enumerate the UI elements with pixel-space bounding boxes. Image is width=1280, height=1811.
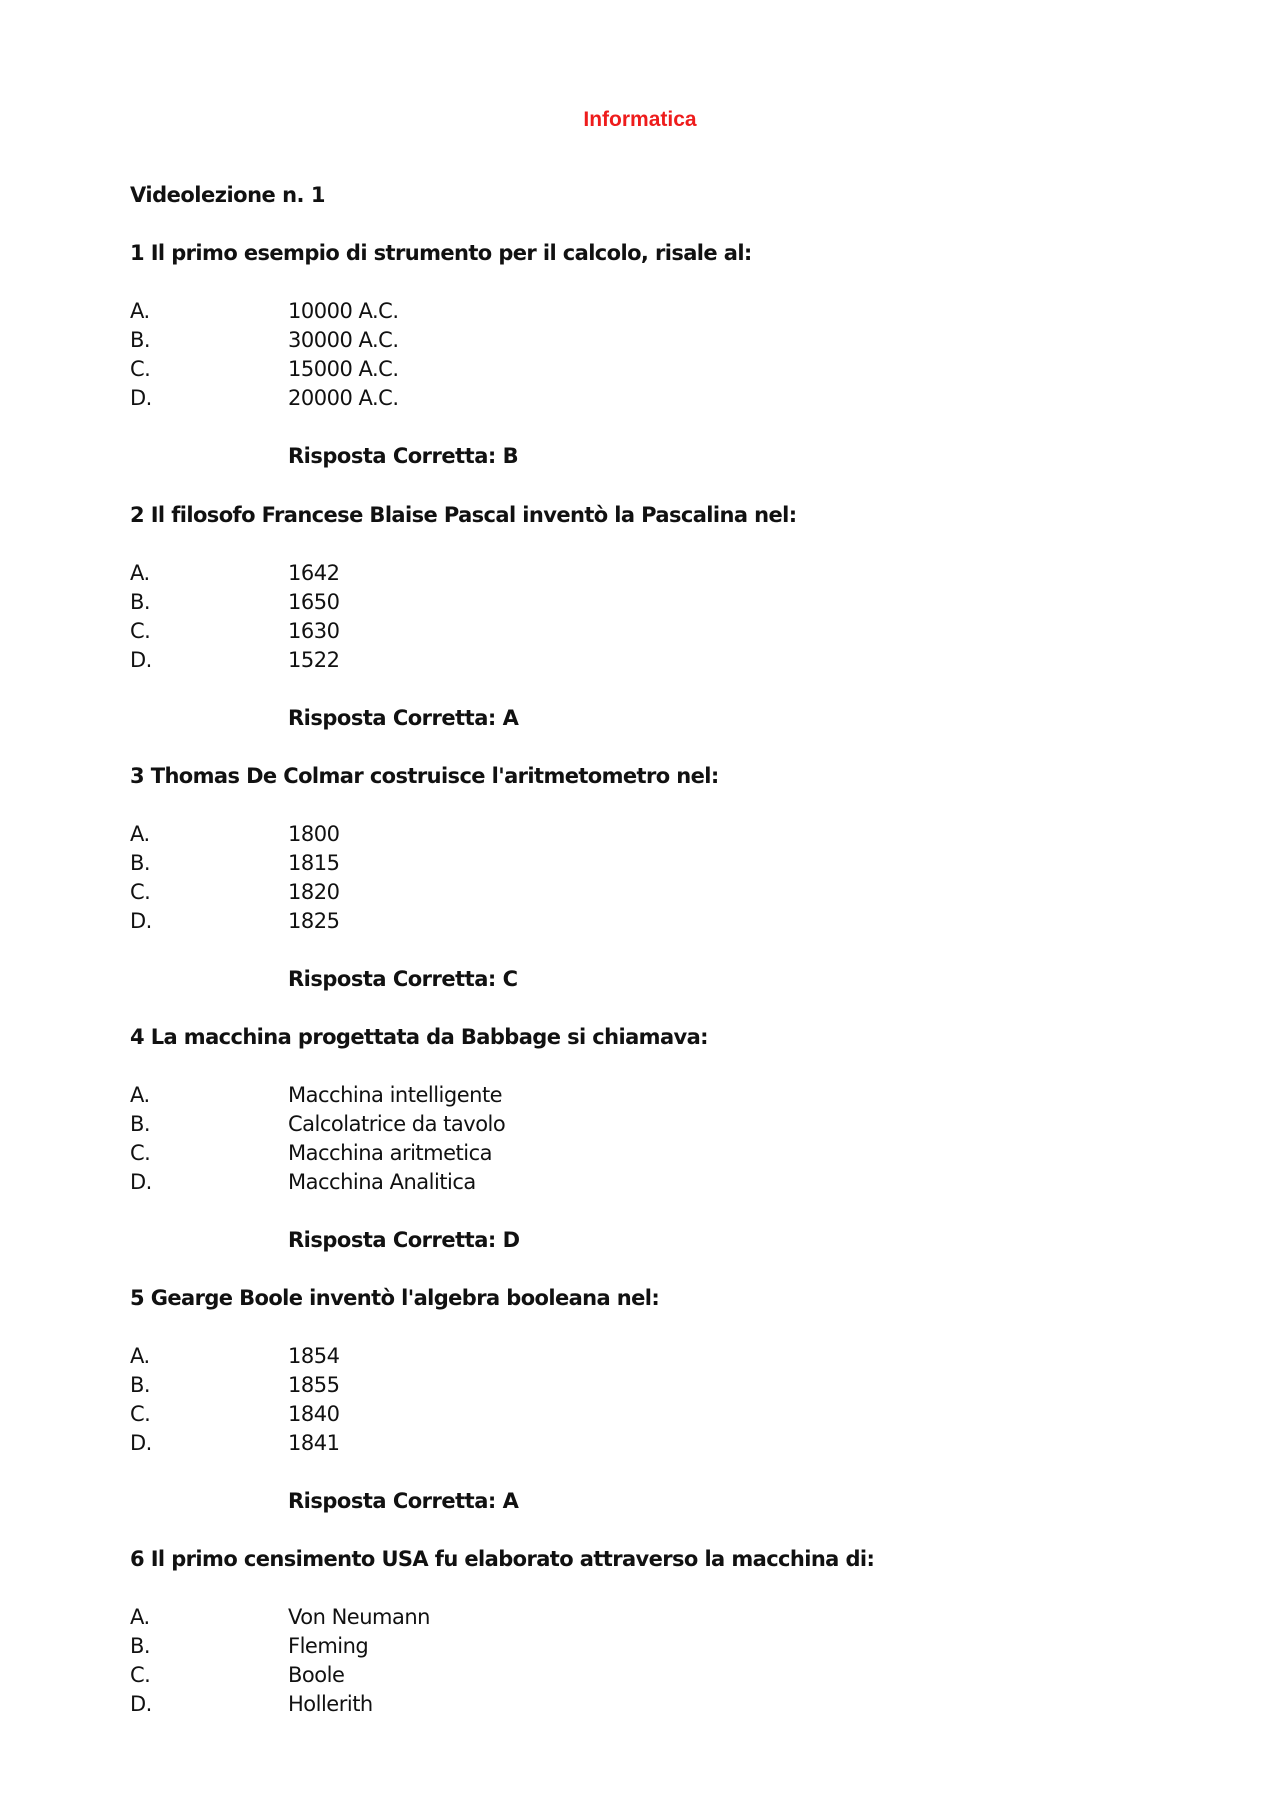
option-text: 1840 bbox=[288, 1402, 340, 1426]
question-1 bbox=[130, 239, 1180, 471]
option-text: 1522 bbox=[288, 648, 340, 672]
option-text: 1630 bbox=[288, 619, 340, 643]
question-2 bbox=[130, 501, 1180, 733]
option-text: 1815 bbox=[288, 851, 340, 875]
option-c bbox=[130, 1139, 1180, 1168]
correct-answer: Risposta Corretta: C bbox=[288, 967, 518, 991]
options-list bbox=[130, 1342, 1180, 1458]
option-b bbox=[130, 1632, 1180, 1661]
option-letter: B. bbox=[130, 1112, 151, 1136]
option-text: Macchina Analitica bbox=[288, 1170, 476, 1194]
option-text: 15000 A.C. bbox=[288, 357, 399, 381]
option-b bbox=[130, 1110, 1180, 1139]
option-text: 1855 bbox=[288, 1373, 340, 1397]
option-letter: C. bbox=[130, 1663, 151, 1687]
question-6 bbox=[130, 1545, 1180, 1719]
option-letter: B. bbox=[130, 328, 151, 352]
option-letter: A. bbox=[130, 1083, 150, 1107]
option-text: 1650 bbox=[288, 590, 340, 614]
correct-answer: Risposta Corretta: A bbox=[288, 1489, 519, 1513]
correct-answer: Risposta Corretta: B bbox=[288, 444, 519, 468]
option-letter: C. bbox=[130, 1141, 151, 1165]
option-letter: B. bbox=[130, 1634, 151, 1658]
option-letter: D. bbox=[130, 1692, 152, 1716]
option-b bbox=[130, 849, 1180, 878]
question-text: 1 Il primo esempio di strumento per il calcolo, risale al: bbox=[130, 241, 752, 265]
option-b bbox=[130, 1371, 1180, 1400]
correct-answer: Risposta Corretta: A bbox=[288, 706, 519, 730]
option-a bbox=[130, 297, 1180, 326]
question-text: 4 La macchina progettata da Babbage si chiamava: bbox=[130, 1025, 708, 1049]
option-c bbox=[130, 1661, 1180, 1690]
option-d bbox=[130, 646, 1180, 675]
question-text: 2 Il filosofo Francese Blaise Pascal inventò la Pascalina nel: bbox=[130, 503, 797, 527]
option-text: Von Neumann bbox=[288, 1605, 430, 1629]
options-list bbox=[130, 297, 1180, 413]
option-letter: A. bbox=[130, 561, 150, 585]
option-d bbox=[130, 1168, 1180, 1197]
option-text: 1825 bbox=[288, 909, 340, 933]
option-text: 10000 A.C. bbox=[288, 299, 399, 323]
option-text: Fleming bbox=[288, 1634, 369, 1658]
option-letter: D. bbox=[130, 648, 152, 672]
option-letter: D. bbox=[130, 386, 152, 410]
option-letter: C. bbox=[130, 357, 151, 381]
options-list bbox=[130, 1603, 1180, 1719]
option-a bbox=[130, 820, 1180, 849]
question-5 bbox=[130, 1284, 1180, 1516]
option-text: 1800 bbox=[288, 822, 340, 846]
option-d bbox=[130, 1690, 1180, 1719]
options-list bbox=[130, 820, 1180, 936]
correct-answer: Risposta Corretta: D bbox=[288, 1228, 520, 1252]
option-letter: B. bbox=[130, 851, 151, 875]
options-list bbox=[130, 1081, 1180, 1197]
option-a bbox=[130, 559, 1180, 588]
option-letter: A. bbox=[130, 822, 150, 846]
option-text: Macchina intelligente bbox=[288, 1083, 503, 1107]
option-letter: C. bbox=[130, 1402, 151, 1426]
option-letter: C. bbox=[130, 619, 151, 643]
options-list bbox=[130, 559, 1180, 675]
option-letter: D. bbox=[130, 1431, 152, 1455]
option-letter: B. bbox=[130, 590, 151, 614]
option-a bbox=[130, 1603, 1180, 1632]
question-4 bbox=[130, 1023, 1180, 1255]
option-letter: B. bbox=[130, 1373, 151, 1397]
option-c bbox=[130, 617, 1180, 646]
option-text: 20000 A.C. bbox=[288, 386, 399, 410]
option-c bbox=[130, 1400, 1180, 1429]
option-text: 30000 A.C. bbox=[288, 328, 399, 352]
option-letter: D. bbox=[130, 1170, 152, 1194]
option-letter: A. bbox=[130, 1344, 150, 1368]
option-text: 1642 bbox=[288, 561, 340, 585]
option-b bbox=[130, 588, 1180, 617]
option-letter: A. bbox=[130, 1605, 150, 1629]
question-text: 6 Il primo censimento USA fu elaborato attraverso la macchina di: bbox=[130, 1547, 875, 1571]
option-text: Macchina aritmetica bbox=[288, 1141, 493, 1165]
option-text: 1841 bbox=[288, 1431, 340, 1455]
question-3 bbox=[130, 762, 1180, 994]
option-text: 1854 bbox=[288, 1344, 340, 1368]
question-text: 5 Gearge Boole inventò l'algebra booleana nel: bbox=[130, 1286, 660, 1310]
option-letter: D. bbox=[130, 909, 152, 933]
lesson-heading: Videolezione n. 1 bbox=[130, 183, 325, 207]
option-a bbox=[130, 1081, 1180, 1110]
option-a bbox=[130, 1342, 1180, 1371]
option-b bbox=[130, 326, 1180, 355]
option-c bbox=[130, 878, 1180, 907]
option-d bbox=[130, 907, 1180, 936]
option-d bbox=[130, 1429, 1180, 1458]
option-letter: C. bbox=[130, 880, 151, 904]
option-letter: A. bbox=[130, 299, 150, 323]
document-title: Informatica bbox=[583, 108, 697, 131]
option-text: 1820 bbox=[288, 880, 340, 904]
question-text: 3 Thomas De Colmar costruisce l'aritmetometro nel: bbox=[130, 764, 719, 788]
option-c bbox=[130, 355, 1180, 384]
option-text: Boole bbox=[288, 1663, 345, 1687]
option-text: Calcolatrice da tavolo bbox=[288, 1112, 506, 1136]
option-d bbox=[130, 384, 1180, 413]
option-text: Hollerith bbox=[288, 1692, 373, 1716]
